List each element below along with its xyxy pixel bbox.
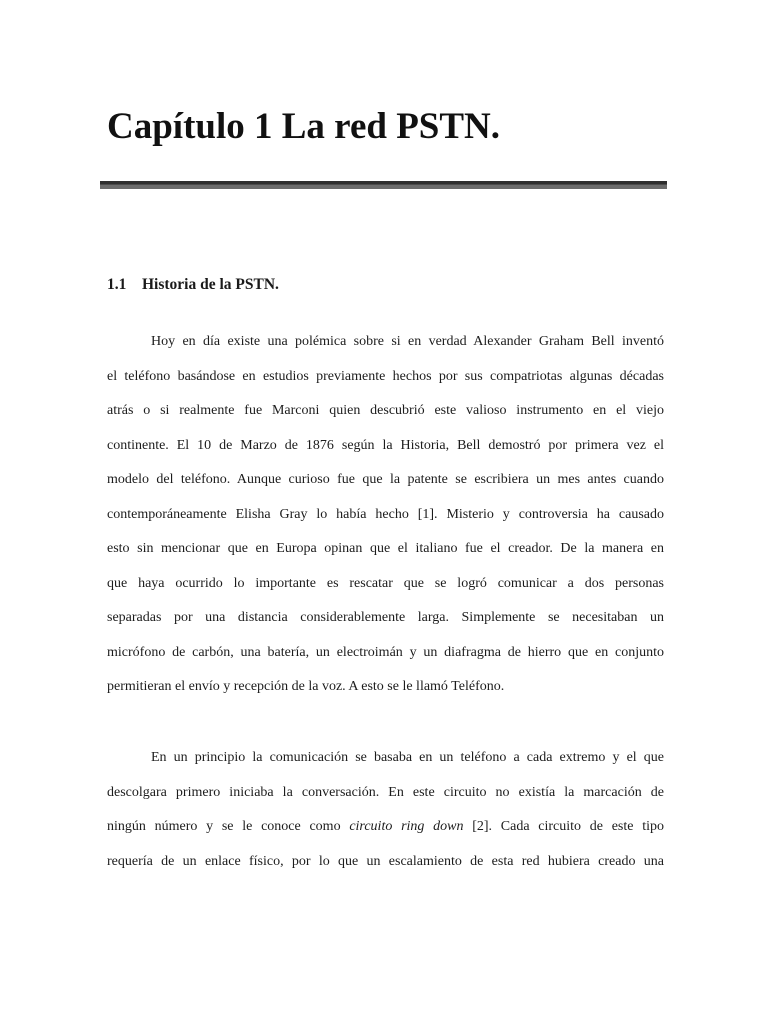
paragraph-history — [107, 325, 664, 705]
paragraph-line: micrófono de carbón, una batería, un electroimán y un diafragma de hierro que en conjunto — [107, 644, 664, 660]
paragraph-line: En un principio la comunicación se basaba en un teléfono a cada extremo y el que — [151, 750, 664, 765]
line-text: ningún número y se le conoce como — [107, 819, 350, 834]
title-divider — [100, 181, 667, 189]
paragraph-line: descolgara primero iniciaba la conversación. En este circuito no existía la marcación de — [107, 784, 664, 800]
paragraph-line: modelo del teléfono. Aunque curioso fue que la patente se escribiera un mes antes cuando — [107, 472, 664, 487]
line-text: [2]. Cada circuito de este tipo — [463, 819, 664, 834]
paragraph-line: Hoy en día existe una polémica sobre si en verdad Alexander Graham Bell inventó — [151, 334, 664, 349]
paragraph-line — [107, 810, 664, 845]
paragraph-line: contemporáneamente Elisha Gray lo había hecho [1]. Misterio y controversia ha causado — [107, 506, 664, 522]
paragraph-line: atrás o si realmente fue Marconi quien descubrió este valioso instrumento en el viejo — [107, 403, 664, 418]
paragraph-line: el teléfono basándose en estudios previamente hechos por sus compatriotas algunas décadas — [107, 368, 664, 384]
paragraph-line: separadas por una distancia considerablemente larga. Simplemente se necesitaban un — [107, 610, 664, 625]
paragraph-line: esto sin mencionar que en Europa opinan que el italiano fue el creador. De la manera en — [107, 541, 664, 556]
paragraph-line: requería de un enlace físico, por lo que un escalamiento de esta red hubiera creado una — [107, 853, 664, 869]
paragraph-line: que haya ocurrido lo importante es rescatar que se logró comunicar a dos personas — [107, 575, 664, 591]
section-number: 1.1 — [107, 276, 127, 293]
paragraph-line: continente. El 10 de Marzo de 1876 según la Historia, Bell demostró por primera vez el — [107, 437, 664, 453]
emphasized-term: circuito ring down — [349, 819, 464, 834]
paragraph-ring-down — [107, 741, 664, 879]
chapter-title: Capítulo 1 La red PSTN. — [107, 106, 501, 147]
section-heading — [107, 275, 279, 295]
paragraph-line: permitieran el envío y recepción de la voz. A esto se le llamó Teléfono. — [107, 679, 505, 694]
section-title: Historia de la PSTN. — [142, 276, 279, 293]
